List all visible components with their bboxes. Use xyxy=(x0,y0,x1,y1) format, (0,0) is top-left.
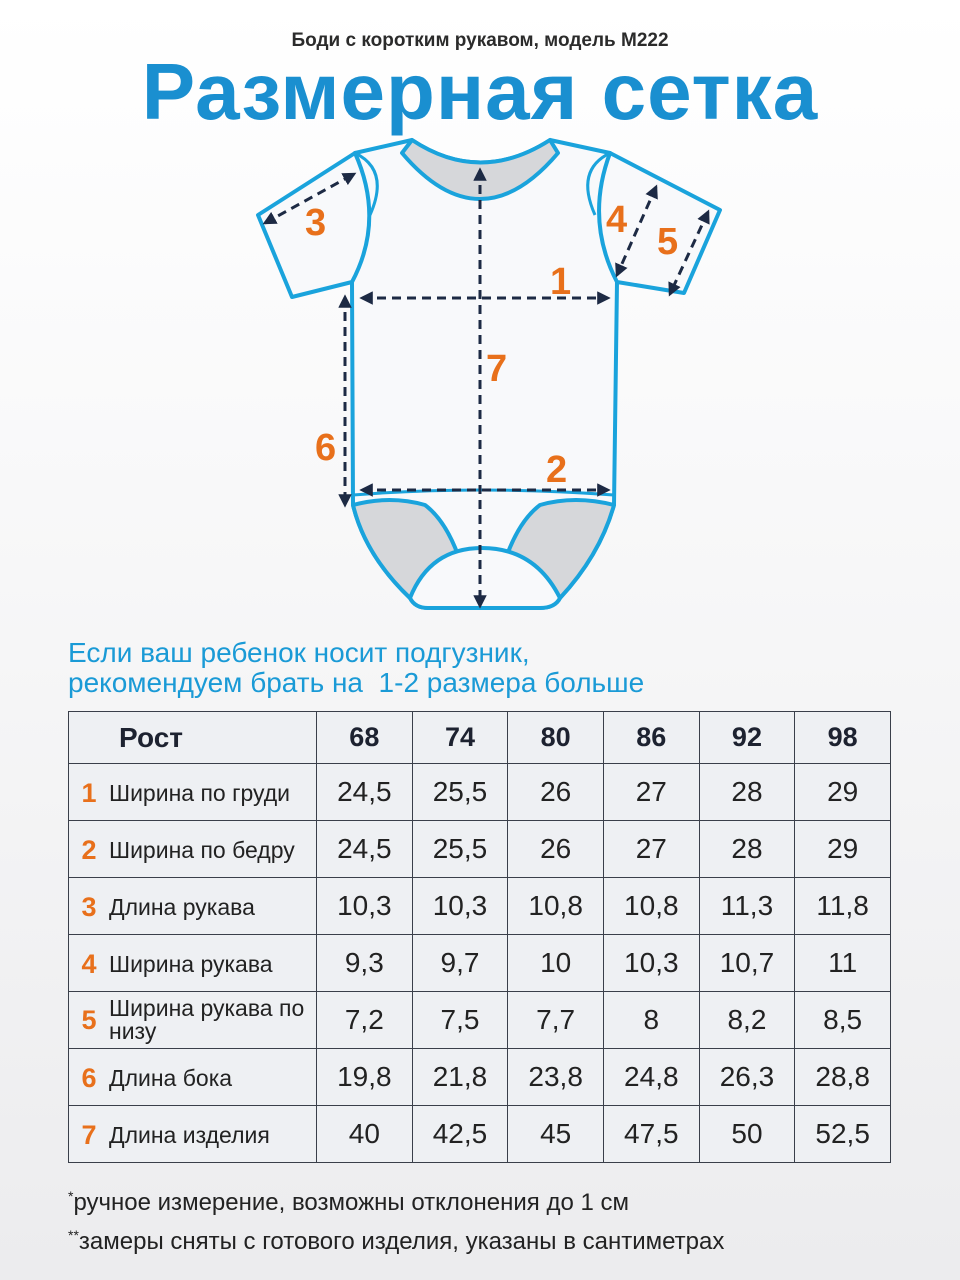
marker-3: 3 xyxy=(305,202,327,244)
row-label-cell xyxy=(69,935,317,992)
table-cell: 27 xyxy=(603,764,699,821)
table-cell: 26 xyxy=(508,764,604,821)
table-cell: 10,3 xyxy=(603,935,699,992)
table-cell: 29 xyxy=(795,821,891,878)
row-label: Ширина по бедру xyxy=(109,836,295,863)
table-cell: 25,5 xyxy=(412,764,508,821)
row-label-cell xyxy=(69,878,317,935)
row-label-cell xyxy=(69,992,317,1049)
table-cell: 10,3 xyxy=(317,878,413,935)
row-label: Длина бока xyxy=(109,1064,233,1091)
size-80: 80 xyxy=(508,712,604,764)
bodysuit-diagram xyxy=(0,130,960,620)
table-cell: 24,8 xyxy=(603,1049,699,1106)
table-cell: 7,7 xyxy=(508,992,604,1049)
marker-1: 1 xyxy=(550,261,572,303)
table-cell: 11,3 xyxy=(699,878,795,935)
row-number: 6 xyxy=(81,1062,97,1093)
table-cell: 7,5 xyxy=(412,992,508,1049)
table-cell: 11 xyxy=(795,935,891,992)
table-cell: 28,8 xyxy=(795,1049,891,1106)
row-label: Длина рукава xyxy=(109,893,255,920)
row-label-cell xyxy=(69,764,317,821)
row-number: 4 xyxy=(81,948,97,979)
table-cell: 29 xyxy=(795,764,891,821)
table-row xyxy=(69,935,891,992)
size-table xyxy=(68,711,891,1163)
table-cell: 8,2 xyxy=(699,992,795,1049)
table-cell: 25,5 xyxy=(412,821,508,878)
table-row xyxy=(69,878,891,935)
row-label-cell xyxy=(69,1049,317,1106)
table-cell: 50 xyxy=(699,1106,795,1163)
table-cell: 47,5 xyxy=(603,1106,699,1163)
table-row xyxy=(69,764,891,821)
size-table-header xyxy=(69,712,891,764)
footnote-2 xyxy=(68,1227,724,1256)
diaper-note xyxy=(68,638,644,698)
footnote-1 xyxy=(68,1188,629,1217)
size-98: 98 xyxy=(795,712,891,764)
marker-6: 6 xyxy=(315,427,337,469)
diaper-note-line-2: рекомендуем брать на 1-2 размера больше xyxy=(68,667,645,698)
row-number: 7 xyxy=(81,1119,97,1150)
table-cell: 21,8 xyxy=(412,1049,508,1106)
row-number: 3 xyxy=(81,891,97,922)
table-cell: 42,5 xyxy=(412,1106,508,1163)
row-label: Ширина рукава по низу xyxy=(109,995,305,1044)
table-cell: 28 xyxy=(699,764,795,821)
table-row xyxy=(69,992,891,1049)
footnote-mark: * xyxy=(68,1188,74,1204)
size-68: 68 xyxy=(317,712,413,764)
row-label: Ширина по груди xyxy=(109,779,291,806)
table-cell: 28 xyxy=(699,821,795,878)
page-title: Размерная сетка xyxy=(141,47,819,136)
table-cell: 23,8 xyxy=(508,1049,604,1106)
marker-5: 5 xyxy=(657,221,679,263)
table-row xyxy=(69,1106,891,1163)
marker-7: 7 xyxy=(486,348,508,390)
table-cell: 26 xyxy=(508,821,604,878)
size-86: 86 xyxy=(603,712,699,764)
table-cell: 24,5 xyxy=(317,821,413,878)
footnote-text: ручное измерение, возможны отклонения до 1 см xyxy=(73,1189,629,1216)
table-cell: 45 xyxy=(508,1106,604,1163)
table-cell: 9,3 xyxy=(317,935,413,992)
table-cell: 10 xyxy=(508,935,604,992)
table-cell: 10,8 xyxy=(508,878,604,935)
table-row xyxy=(69,821,891,878)
footnote-mark: ** xyxy=(68,1227,79,1243)
table-cell: 40 xyxy=(317,1106,413,1163)
table-cell: 9,7 xyxy=(412,935,508,992)
table-cell: 10,7 xyxy=(699,935,795,992)
diaper-note-line-1: Если ваш ребенок носит подгузник, xyxy=(68,637,530,668)
table-cell: 8,5 xyxy=(795,992,891,1049)
row-label-cell xyxy=(69,821,317,878)
size-74: 74 xyxy=(412,712,508,764)
table-cell: 10,3 xyxy=(412,878,508,935)
table-cell: 11,8 xyxy=(795,878,891,935)
table-cell: 26,3 xyxy=(699,1049,795,1106)
row-label-cell xyxy=(69,1106,317,1163)
row-label: Ширина рукава xyxy=(109,950,273,977)
row-label: Длина изделия xyxy=(109,1121,270,1148)
height-label: Рост xyxy=(69,712,317,764)
size-92: 92 xyxy=(699,712,795,764)
product-subtitle: Боди с коротким рукавом, модель М222 xyxy=(291,30,669,51)
marker-2: 2 xyxy=(546,449,568,491)
marker-4: 4 xyxy=(606,199,628,241)
table-row xyxy=(69,1049,891,1106)
table-cell: 52,5 xyxy=(795,1106,891,1163)
table-cell: 24,5 xyxy=(317,764,413,821)
footnote-text: замеры сняты с готового изделия, указаны в сантиметрах xyxy=(78,1228,725,1255)
table-cell: 27 xyxy=(603,821,699,878)
row-number: 5 xyxy=(81,1004,97,1035)
table-cell: 8 xyxy=(603,992,699,1049)
row-number: 1 xyxy=(81,777,97,808)
row-number: 2 xyxy=(81,834,97,865)
table-cell: 19,8 xyxy=(317,1049,413,1106)
table-cell: 7,2 xyxy=(317,992,413,1049)
table-cell: 10,8 xyxy=(603,878,699,935)
